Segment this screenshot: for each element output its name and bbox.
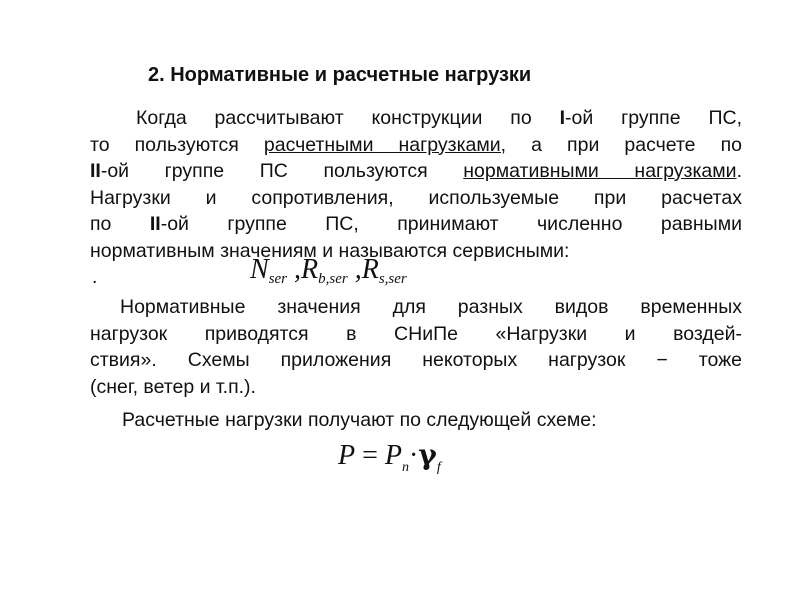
underlined-term-design-loads: расчетными нагрузками, <box>263 133 507 156</box>
service-values-formula <box>250 254 407 288</box>
formula-symbol: P <box>338 440 356 471</box>
p1-text: . <box>736 160 742 182</box>
formula-operator: = <box>355 440 385 471</box>
p1-line-7: . <box>92 266 98 288</box>
underlined-term-normative-loads: нормативными нагрузками <box>463 160 737 182</box>
formula-symbol: R <box>361 254 379 285</box>
p2-line-3: ствия». Схемы приложения некоторых нагрузок − тоже <box>90 349 742 371</box>
formula-symbol: P <box>384 440 403 471</box>
formula-subscript: b,ser <box>318 271 348 287</box>
formula-subscript: n <box>402 460 410 475</box>
p1-text: -ой группе ПС, <box>565 107 742 129</box>
formula-subscript: f <box>436 460 441 475</box>
paragraph-2 <box>90 294 742 400</box>
formula-symbol: R <box>301 254 319 285</box>
formula-operator: · <box>409 440 419 471</box>
p2-line-1: Нормативные значения для разных видов временных <box>120 296 742 318</box>
p1-line-1 <box>90 105 742 132</box>
paragraph-1 <box>90 105 742 264</box>
group-numeral-2: II <box>90 160 101 182</box>
formula-separator: , <box>347 254 362 285</box>
paragraph-3: Расчетные нагрузки получают по следующей схеме: <box>122 409 597 431</box>
p1-text: по <box>90 213 150 235</box>
p1-line-6: нормативным значениям и называются сервисными: <box>90 239 570 262</box>
p1-text: Когда рассчитывают конструкции по <box>136 107 560 129</box>
p1-text: -ой группе ПС пользуются <box>100 160 464 182</box>
p2-line-2: нагрузок приводятся в СНиПе «Нагрузки и воздей- <box>90 322 742 345</box>
p1-line-2 <box>90 132 742 159</box>
p1-text: -ой группе ПС, принимают численно равными <box>160 213 742 235</box>
p1-line-4: Нагрузки и сопротивления, используемые при расчетах <box>90 186 742 209</box>
p1-line-3 <box>90 158 742 185</box>
group-numeral-2: II <box>149 213 161 235</box>
p2-line-4: (снег, ветер и т.п.). <box>90 375 256 398</box>
formula-symbol-gamma: γ <box>418 438 437 471</box>
page-title: 2. Нормативные и расчетные нагрузки <box>148 64 532 86</box>
p1-text: а при расчете по <box>506 133 742 156</box>
group-numeral-1: I <box>559 107 566 129</box>
p1-text: то пользуются <box>90 133 264 156</box>
formula-separator: , <box>287 254 302 285</box>
formula-subscript: ser <box>268 271 288 287</box>
formula-subscript: s,ser <box>378 271 407 287</box>
formula-symbol: N <box>250 254 269 285</box>
p1-line-5 <box>90 211 742 238</box>
design-load-formula <box>338 438 441 476</box>
